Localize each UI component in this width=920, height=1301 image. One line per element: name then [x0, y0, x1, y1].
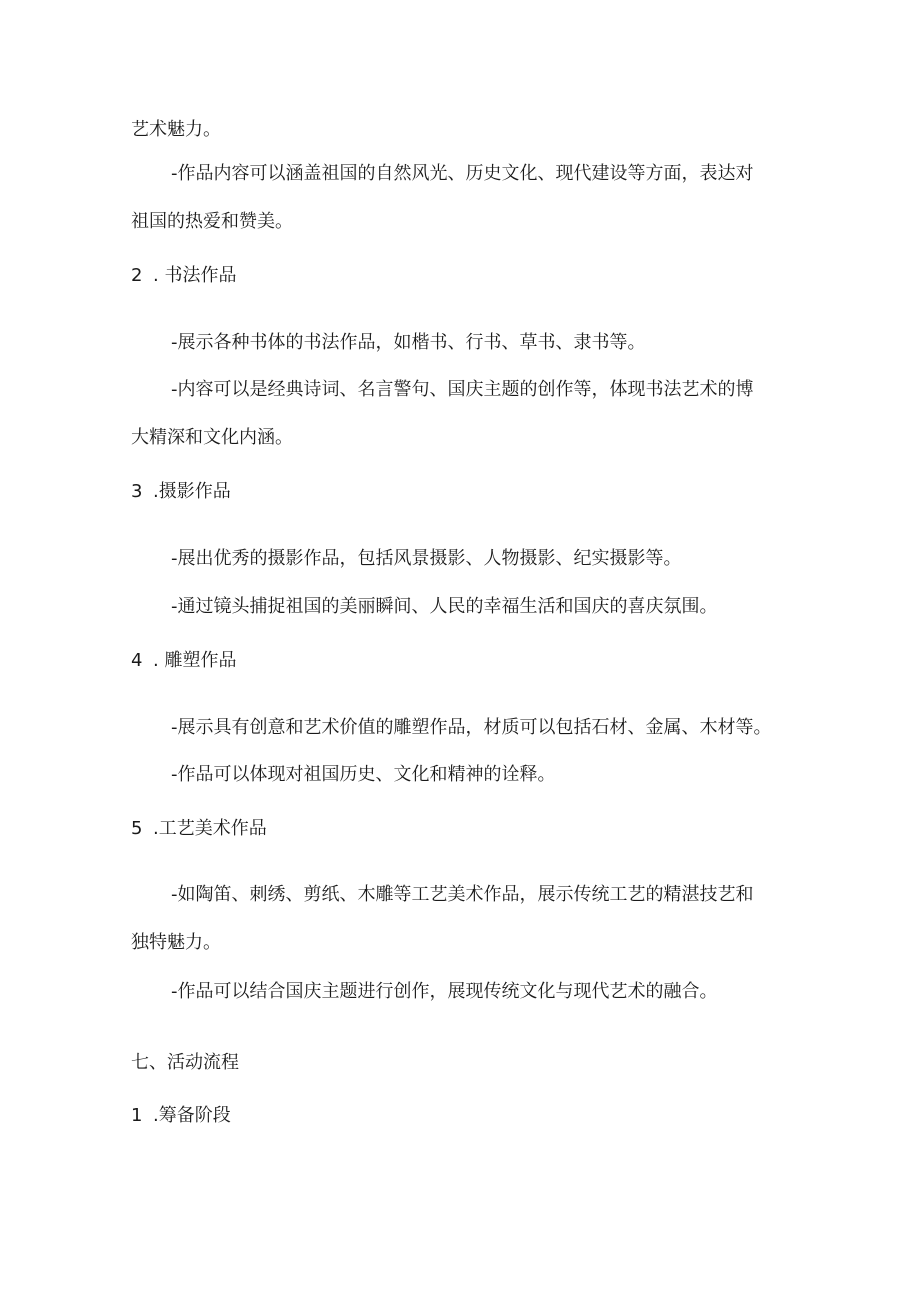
paragraph-line: -如陶笛、刺绣、剪纸、木雕等工艺美术作品，展示传统工艺的精湛技艺和: [171, 884, 754, 905]
paragraph-line: -内容可以是经典诗词、名言警句、国庆主题的创作等，体现书法艺术的博: [171, 379, 754, 400]
paragraph-line: -通过镜头捕捉祖国的美丽瞬间、人民的幸福生活和国庆的喜庆氛围。: [171, 596, 718, 617]
heading-number: 4: [131, 650, 143, 671]
section-heading-3: [131, 480, 231, 504]
heading-number: 2: [131, 265, 143, 286]
section-heading-1: [131, 1104, 231, 1128]
heading-number: 5: [131, 818, 143, 839]
section-heading-5: [131, 817, 267, 841]
paragraph-line: -作品可以体现对祖国历史、文化和精神的诠释。: [171, 764, 556, 785]
chapter-heading: 七、活动流程: [131, 1052, 239, 1073]
paragraph-line: 独特魅力。: [131, 932, 221, 953]
paragraph-line: 艺术魅力。: [131, 119, 221, 140]
paragraph-line: -作品可以结合国庆主题进行创作，展现传统文化与现代艺术的融合。: [171, 981, 718, 1002]
heading-text: .筹备阶段: [153, 1105, 231, 1126]
heading-text: .工艺美术作品: [153, 818, 267, 839]
paragraph-line: 祖国的热爱和赞美。: [131, 211, 293, 232]
heading-text: . 书法作品: [153, 265, 237, 286]
heading-text: .摄影作品: [153, 481, 231, 502]
heading-text: . 雕塑作品: [153, 650, 237, 671]
heading-number: 1: [131, 1105, 143, 1126]
paragraph-line: -展示各种书体的书法作品，如楷书、行书、草书、隶书等。: [171, 332, 646, 353]
paragraph-line: 大精深和文化内涵。: [131, 427, 293, 448]
heading-number: 3: [131, 481, 143, 502]
paragraph-line: -展出优秀的摄影作品，包括风景摄影、人物摄影、纪实摄影等。: [171, 548, 682, 569]
paragraph-line: -展示具有创意和艺术价值的雕塑作品，材质可以包括石材、金属、木材等。: [171, 717, 772, 738]
paragraph-line: -作品内容可以涵盖祖国的自然风光、历史文化、现代建设等方面，表达对: [171, 163, 754, 184]
section-heading-2: [131, 264, 236, 288]
section-heading-4: [131, 649, 236, 673]
